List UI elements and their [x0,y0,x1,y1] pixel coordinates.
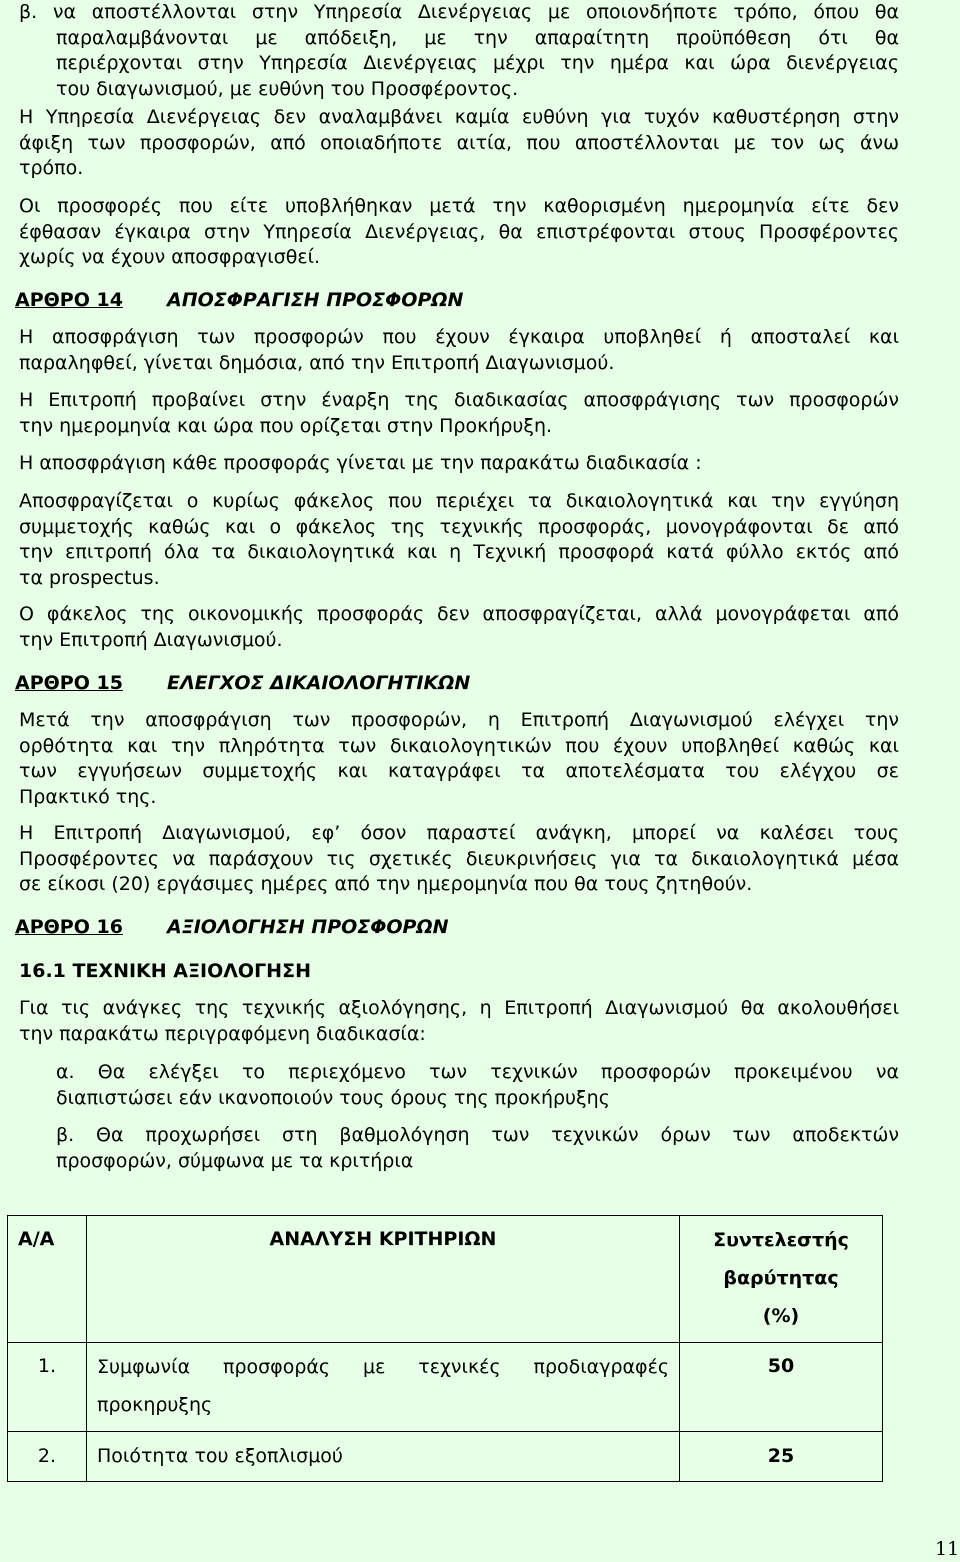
text-line: συμμετοχής καθώς και ο φάκελος της τεχνικής προσφοράς, μονογράφονται δε από [19,515,899,538]
header-aa: Α/Α [8,1216,87,1343]
paragraph-evaluation-needs [19,996,899,1047]
text-line: Η Επιτροπή Διαγωνισμού, εφ’ όσον παραστεί ανάγκη, μπορεί να καλέσει τους [19,822,899,844]
paragraph-committee-start [19,388,899,439]
text-line: του διαγωνισμού, με ευθύνη του Προσφέροντος. [56,77,519,100]
table-header-row [8,1216,883,1343]
text-line: Αποσφραγίζεται ο κυρίως φάκελος που περιέχει τα δικαιολογητικά και την εγγύηση [19,490,899,512]
list-item-b [56,1123,899,1174]
paragraph-delivery [19,0,899,102]
text-line: Για τις ανάγκες της τεχνικής αξιολόγησης, η Επιτροπή Διαγωνισμού θα ακολουθήσει [19,997,899,1019]
text-line: σε είκοσι (20) εργάσιμες ημέρες από την ημερομηνία που θα τους ζητηθούν. [19,873,753,895]
header-weight [680,1216,883,1343]
header-weight-line: Συντελεστής [713,1229,849,1251]
text-line: προσφορών, σύμφωνα με τα κριτήρια [56,1149,414,1172]
criteria-table [7,1215,883,1482]
paragraph-late-offers [19,194,899,271]
article-16-heading [15,915,449,939]
paragraph-procedure [19,451,899,477]
text-line: τρόπο. [19,157,84,179]
text-line: την παρακάτω περιγραφόμενη διαδικασία: [19,1022,426,1045]
text-line: Προσφέροντες να παράσχουν τις σχετικές διευκρινήσεις για τα δικαιολογητικά μέσα [19,847,899,870]
cell-aa: 2. [8,1432,87,1482]
cell-line: προκηρυξης [97,1394,213,1416]
text-line: α. Θα ελέγξει το περιεχόμενο των τεχνικών προσφορών προκειμένου να [56,1061,899,1083]
table-row [8,1343,883,1432]
text-line: παραληφθεί, γίνεται δημόσια, από την Επιτροπή Διαγωνισμού. [19,351,615,374]
article-number: ΑΡΘΡΟ 16 [15,916,123,938]
text-line: περιέρχονται στην Υπηρεσία Διενέργειας μέχρι την ημέρα και ώρα διενέργειας [56,52,899,74]
header-weight-line: βαρύτητας [723,1267,839,1289]
text-line: την ημερομηνία και ώρα που ορίζεται στην Προκήρυξη. [19,414,553,437]
text-line: διαπιστώσει εάν ικανοποιούν τους όρους της προκήρυξης [56,1086,610,1109]
paragraph-liability [19,105,899,182]
cell-criteria [87,1432,680,1482]
article-title: ΑΞΙΟΛΟΓΗΣΗ ΠΡΟΣΦΟΡΩΝ [167,916,449,938]
text-line: Η Επιτροπή προβαίνει στην έναρξη της διαδικασίας αποσφράγισης των προσφορών [19,389,899,411]
cell-line: Ποιότητα του εξοπλισμού [97,1445,343,1467]
article-title: ΑΠΟΣΦΡΑΓΙΣΗ ΠΡΟΣΦΟΡΩΝ [167,289,464,311]
text-line: την Επιτροπή Διαγωνισμού. [19,628,283,651]
text-line: Πρακτικό της. [19,785,157,808]
article-title: ΕΛΕΓΧΟΣ ΔΙΚΑΙΟΛΟΓΗΤΙΚΩΝ [167,672,471,694]
article-number: ΑΡΘΡΟ 14 [15,289,123,311]
paragraph-clarifications [19,821,899,898]
cell-weight: 25 [680,1432,883,1482]
paragraph-main-envelope [19,489,899,591]
header-criteria: ΑΝΑΛΥΣΗ ΚΡΙΤΗΡΙΩΝ [87,1216,680,1343]
text-line: έφθασαν έγκαιρα στην Υπηρεσία Διενέργειας, θα επιστρέφονται στους Προσφέροντες [19,220,899,243]
page-number: 11 [935,1538,960,1560]
text-line: β. Θα προχωρήσει στη βαθμολόγηση των τεχνικών όρων των αποδεκτών [56,1124,899,1146]
text-line: Η αποσφράγιση των προσφορών που έχουν έγκαιρα υποβληθεί ή αποσταλεί και [19,326,899,348]
cell-weight: 50 [680,1343,883,1432]
article-15-heading [15,671,470,695]
paragraph-financial-envelope [19,602,899,653]
cell-aa: 1. [8,1343,87,1432]
text-line: Οι προσφορές που είτε υποβλήθηκαν μετά την καθορισμένη ημερομηνία είτε δεν [19,195,899,217]
paragraph-opening [19,325,899,376]
text-line: Ο φάκελος της οικονομικής προσφοράς δεν αποσφραγίζεται, αλλά μονογράφεται από [19,603,899,625]
article-14-heading [15,288,463,312]
text-line: άφιξη των προσφορών, από οποιαδήποτε αιτία, που αποστέλλονται με τον ως άνω [19,131,899,154]
section-16-1-heading: 16.1 ΤΕΧΝΙΚΗ ΑΞΙΟΛΟΓΗΣΗ [19,960,311,982]
header-weight-line: (%) [762,1305,800,1327]
cell-line: Συμφωνία προσφοράς με τεχνικές προδιαγραφές [97,1356,669,1378]
text-line: την επιτροπή όλα τα δικαιολογητικά και η Τεχνική προσφορά κατά φύλλο εκτός από [19,541,899,563]
table-row [8,1432,883,1482]
cell-criteria [87,1343,680,1432]
text-line: παραλαμβάνονται με απόδειξη, με την απαραίτητη προϋπόθεση ότι θα [56,26,899,49]
text-line: Η Υπηρεσία Διενέργειας δεν αναλαμβάνει καμία ευθύνη για τυχόν καθυστέρηση στην [19,106,899,128]
text-line: τα prospectus. [19,566,160,589]
article-number: ΑΡΘΡΟ 15 [15,672,123,694]
text-line: ορθότητα και την πληρότητα των δικαιολογητικών που έχουν υποβληθεί καθώς και [19,734,899,757]
text-line: χωρίς να έχουν αποσφραγισθεί. [19,246,321,268]
text-line: β. να αποστέλλονται στην Υπηρεσία Διενέργειας με οποιονδήποτε τρόπο, όπου θα [19,1,899,23]
text-line: Μετά την αποσφράγιση των προσφορών, η Επιτροπή Διαγωνισμού ελέγχει την [19,709,899,731]
list-item-a [56,1060,899,1111]
text-line: Η αποσφράγιση κάθε προσφοράς γίνεται με την παρακάτω διαδικασία : [19,452,702,474]
paragraph-check [19,708,899,810]
text-line: των εγγυήσεων συμμετοχής και καταγράφει τα αποτελέσματα του ελέγχου σε [19,760,899,782]
